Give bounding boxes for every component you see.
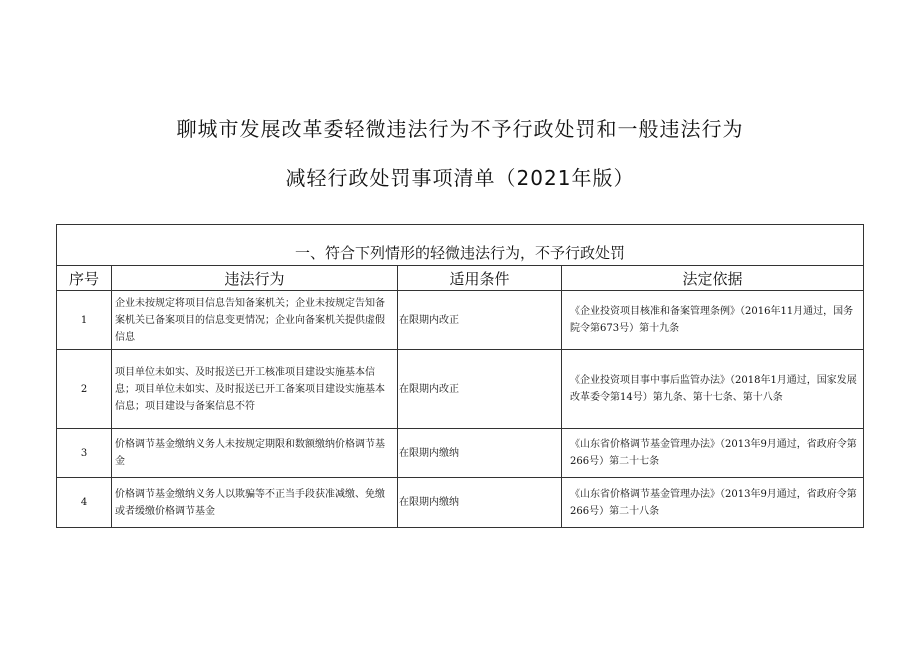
table-row [57,478,864,528]
section-title: 一、符合下列情形的轻微违法行为，不予行政处罚 [57,225,864,266]
cell-cond: 在限期内改正 [398,350,562,429]
header-act: 违法行为 [112,266,398,291]
cell-no: 1 [57,291,112,350]
header-basis: 法定依据 [562,266,864,291]
document-title-line-2: 减轻行政处罚事项清单（2021年版） [285,166,635,190]
cell-basis: 《企业投资项目核准和备案管理条例》（2016年11月通过，国务院令第673号）第十九条 [562,291,864,350]
table-row [57,429,864,478]
cell-no: 3 [57,429,112,478]
section-header-row [57,225,864,266]
cell-basis: 《企业投资项目事中事后监管办法》（2018年1月通过，国家发展改革委令第14号）第九条、第十七条、第十八条 [562,350,864,429]
document-title-line-1: 聊城市发展改革委轻微违法行为不予行政处罚和一般违法行为 [176,117,744,141]
cell-basis: 《山东省价格调节基金管理办法》（2013年9月通过，省政府令第266号）第二十八条 [562,478,864,528]
header-no: 序号 [57,266,112,291]
cell-cond: 在限期内改正 [398,291,562,350]
cell-no: 4 [57,478,112,528]
cell-act: 价格调节基金缴纳义务人以欺骗等不正当手段获准减缴、免缴或者缓缴价格调节基金 [112,478,398,528]
cell-cond: 在限期内缴纳 [398,478,562,528]
table-row [57,350,864,429]
cell-no: 2 [57,350,112,429]
header-cond: 适用条件 [398,266,562,291]
cell-act: 企业未按规定将项目信息告知备案机关；企业未按规定告知备案机关已备案项目的信息变更情况；企业向备案机关提供虚假信息 [112,291,398,350]
cell-basis: 《山东省价格调节基金管理办法》（2013年9月通过，省政府令第266号）第二十七条 [562,429,864,478]
cell-act: 项目单位未如实、及时报送已开工核准项目建设实施基本信息；项目单位未如实、及时报送已开工备案项目建设实施基本信息；项目建设与备案信息不符 [112,350,398,429]
column-header-row [57,266,864,291]
table-row [57,291,864,350]
cell-cond: 在限期内缴纳 [398,429,562,478]
cell-act: 价格调节基金缴纳义务人未按规定期限和数额缴纳价格调节基金 [112,429,398,478]
penalty-list-table [56,224,864,528]
